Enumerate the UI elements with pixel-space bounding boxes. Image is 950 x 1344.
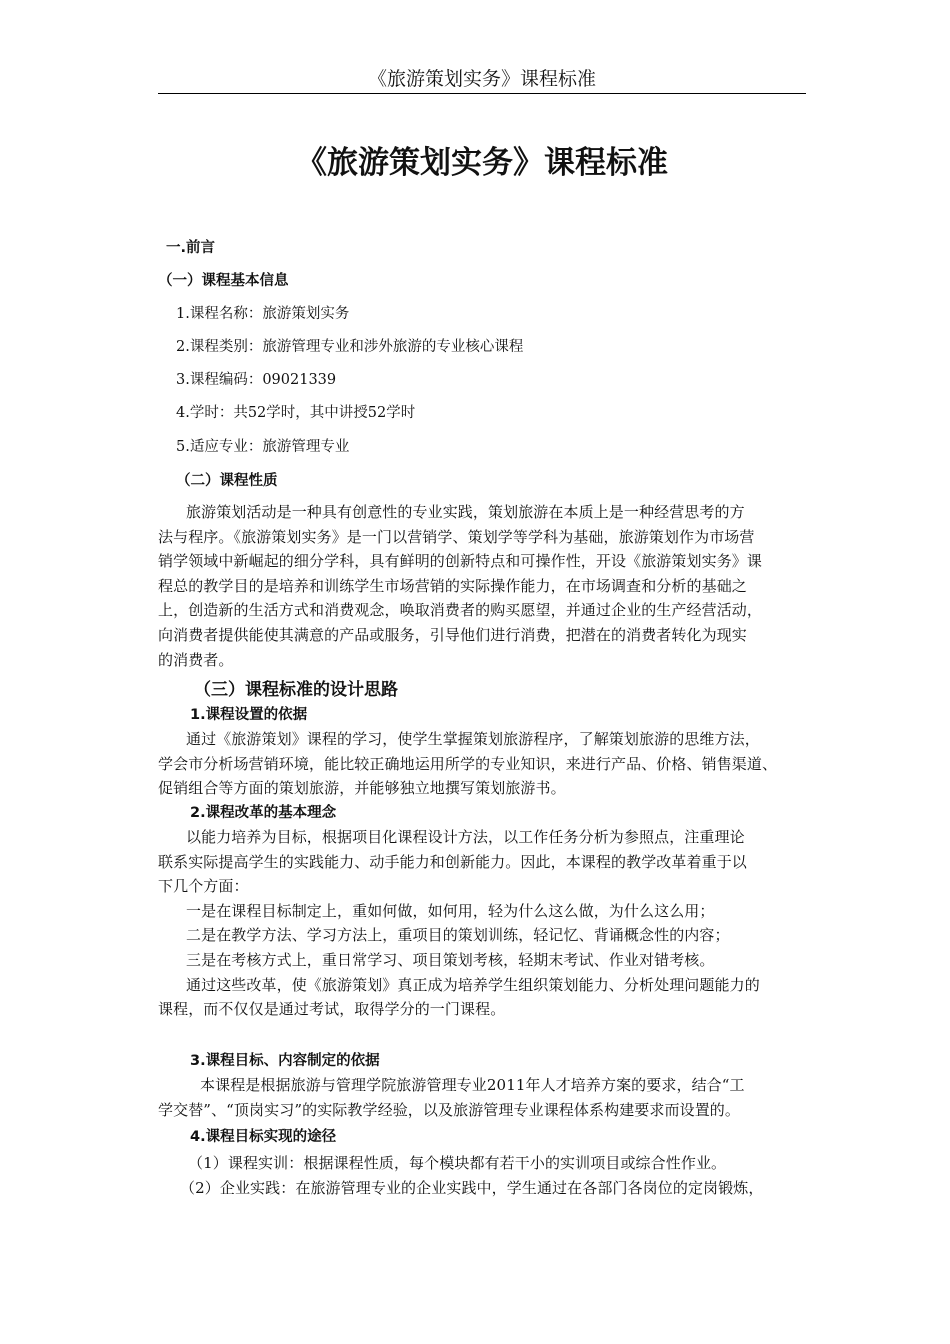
info-item: 1.课程名称：旅游策划实务	[176, 306, 350, 322]
info-item: 5.适应专业：旅游管理专业	[176, 439, 350, 455]
heading-objective-approach: 4.课程目标实现的途径	[190, 1129, 337, 1145]
course-nature-paragraph	[158, 500, 806, 672]
objective-approach-paragraph	[158, 1151, 806, 1200]
reform-point: 一是在课程目标制定上，重如何做，如何用，轻为什么这么做，为什么这么用；	[186, 901, 715, 920]
objective-basis-paragraph	[158, 1073, 806, 1122]
heading-objective-basis: 3.课程目标、内容制定的依据	[190, 1053, 380, 1069]
running-header: 《旅游策划实务》课程标准	[367, 68, 596, 90]
section-heading-preface: 一.前言	[166, 240, 216, 256]
paragraph-line: 促销组合等方面的策划旅游，并能够独立地撰写策划旅游书。	[158, 779, 566, 798]
subsection-heading-basic-info: （一）课程基本信息	[158, 273, 289, 289]
paragraph-line: 以能力培养为目标，根据项目化课程设计方法，以工作任务分析为参照点，注重理论	[186, 828, 745, 846]
subsection-heading-design-ideas: （三）课程标准的设计思路	[194, 680, 398, 700]
paragraph-line: 的消费者。	[158, 650, 234, 669]
info-item: 3.课程编码：09021339	[176, 372, 337, 388]
paragraph-line: 本课程是根据旅游与管理学院旅游管理专业2011年人才培养方案的要求，结合“工	[200, 1076, 745, 1094]
paragraph-line: 旅游策划活动是一种具有创意性的专业实践，策划旅游在本质上是一种经营思考的方	[186, 503, 745, 521]
paragraph-line: （2）企业实践：在旅游管理专业的企业实践中，学生通过在各部门各岗位的定岗锻炼，	[180, 1178, 764, 1197]
paragraph-line: 学交替”、“顶岗实习”的实际教学经验，以及旅游管理专业课程体系构建要求而设置的。	[158, 1100, 741, 1119]
reform-point: 二是在教学方法、学习方法上，重项目的策划训练，轻记忆、背诵概念性的内容；	[186, 926, 730, 945]
paragraph-line: 程总的教学目的是培养和训练学生市场营销的实际操作能力，在市场调查和分析的基础之	[158, 576, 747, 595]
paragraph-line: （1）课程实训：根据课程性质，每个模块都有若干小的实训项目或综合性作业。	[188, 1154, 727, 1172]
header-rule	[158, 93, 806, 94]
reform-point: 三是在考核方式上，重日常学习、项目策划考核，轻期末考试、作业对错考核。	[186, 950, 715, 969]
info-item: 4.学时：共52学时，其中讲授52学时	[176, 405, 416, 421]
paragraph-line: 通过《旅游策划》课程的学习，使学生掌握策划旅游程序，了解策划旅游的思维方法，	[186, 730, 760, 748]
reform-concept-paragraph	[158, 825, 806, 1022]
heading-course-basis: 1.课程设置的依据	[190, 707, 308, 723]
paragraph-line: 学会市分析场营销环境，能比较正确地运用所学的专业知识，来进行产品、价格、销售渠道、	[158, 754, 778, 773]
paragraph-line: 上，创造新的生活方式和消费观念，唤取消费者的购买愿望，并通过企业的生产经营活动，	[158, 601, 763, 620]
paragraph-line: 向消费者提供能使其满意的产品或服务，引导他们进行消费，把潜在的消费者转化为现实	[158, 625, 747, 644]
document-title: 《旅游策划实务》课程标准	[296, 145, 668, 181]
paragraph-line: 课程，而不仅仅是通过考试，取得学分的一门课程。	[158, 1000, 506, 1019]
paragraph-line: 销学领域中新崛起的细分学科，具有鲜明的创新特点和可操作性，开设《旅游策划实务》课	[158, 552, 763, 571]
subsection-heading-course-nature: （二）课程性质	[176, 473, 278, 489]
course-basis-paragraph	[158, 727, 806, 801]
info-item: 2.课程类别：旅游管理专业和涉外旅游的专业核心课程	[176, 339, 524, 355]
paragraph-line: 通过这些改革，使《旅游策划》真正成为培养学生组织策划能力、分析处理问题能力的	[186, 975, 760, 994]
paragraph-line: 联系实际提高学生的实践能力、动手能力和创新能力。因此，本课程的教学改革着重于以	[158, 852, 747, 871]
paragraph-line: 法与程序。《旅游策划实务》是一门以营销学、策划学等学科为基础，旅游策划作为市场营	[158, 527, 755, 546]
heading-reform-concept: 2.课程改革的基本理念	[190, 805, 337, 821]
paragraph-line: 下几个方面：	[158, 877, 249, 896]
